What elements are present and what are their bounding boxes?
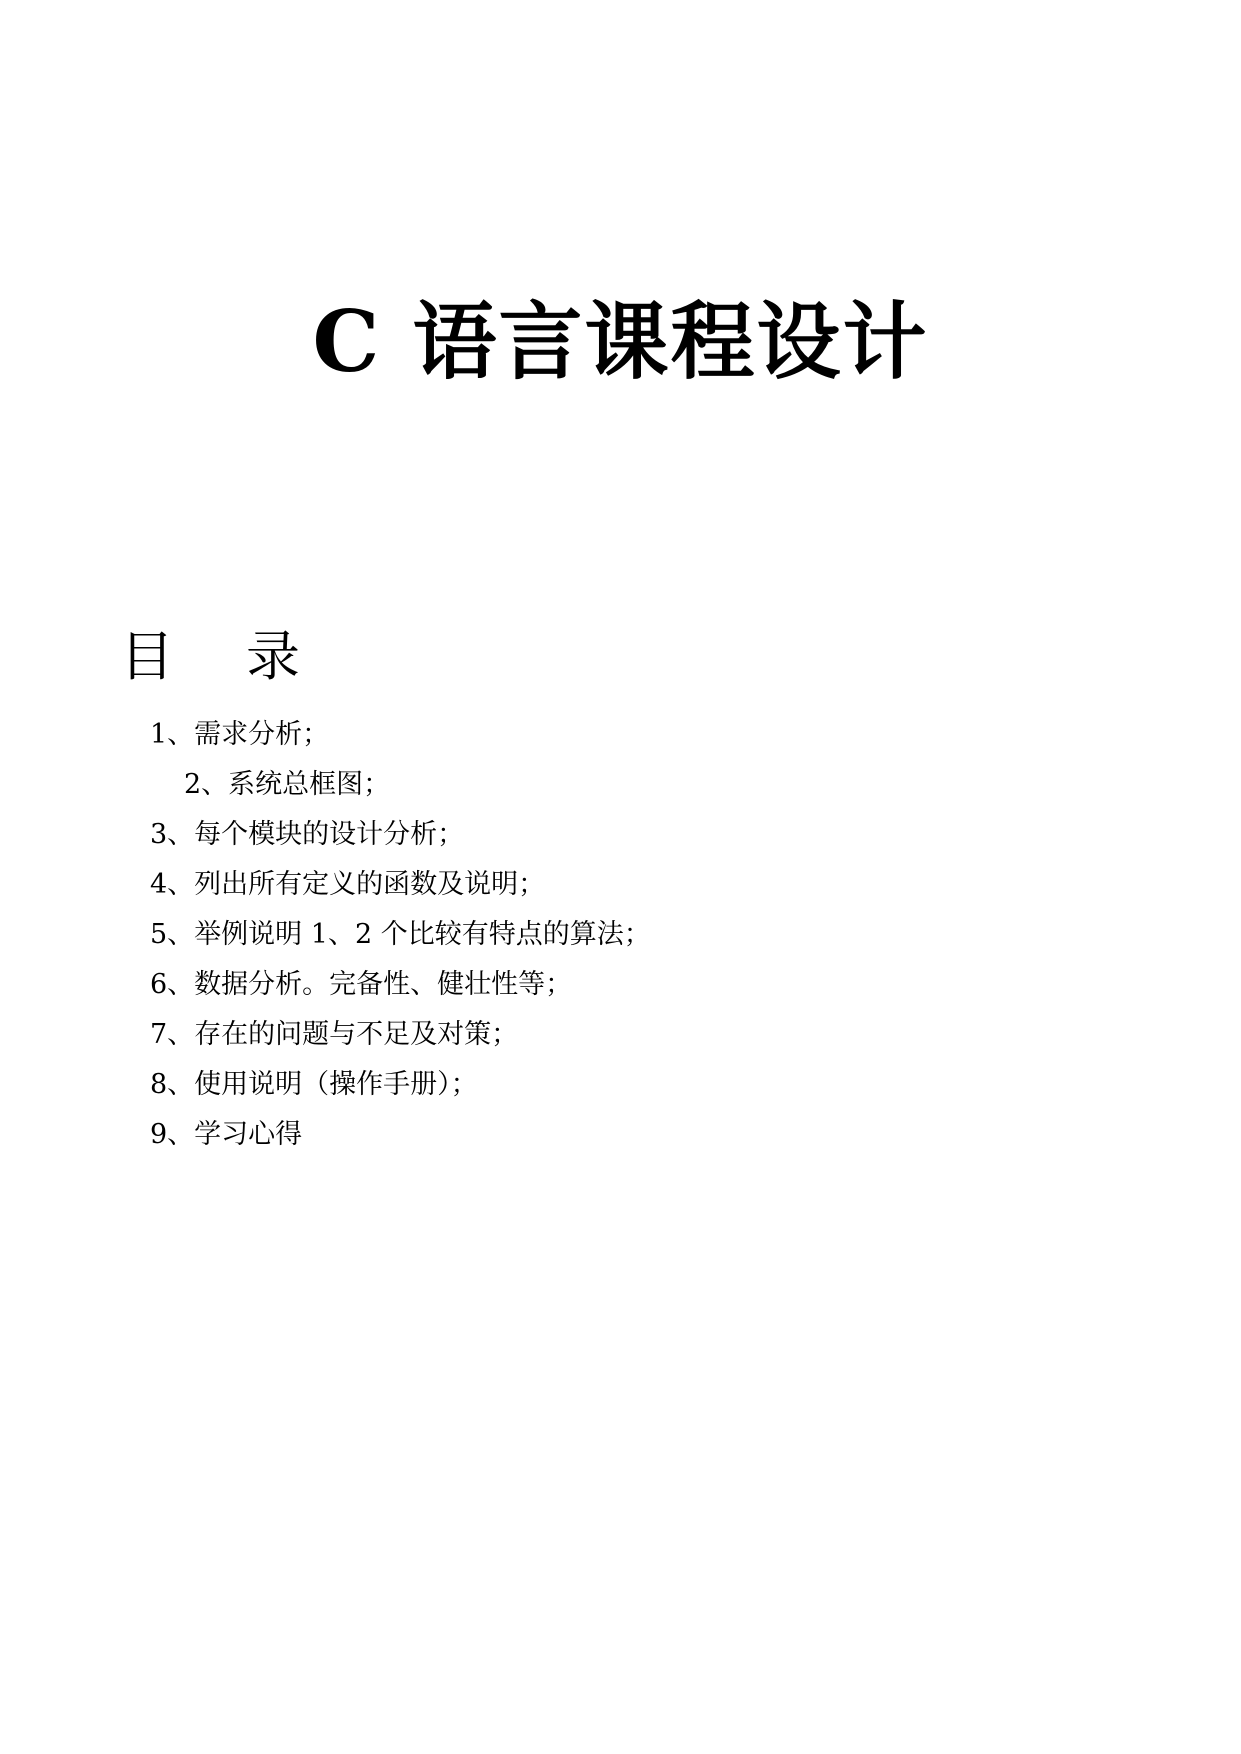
toc-item: 3、每个模块的设计分析； [150,819,465,850]
toc-heading-char-1: 目 [120,625,174,688]
toc-heading [120,625,300,688]
toc-item: 4、列出所有定义的函数及说明； [150,869,546,900]
toc-item: 2、系统总框图； [184,769,391,800]
toc-item: 8、使用说明（操作手册）； [150,1069,478,1100]
toc-item: 5、举例说明 1、2 个比较有特点的算法； [150,919,651,950]
document-title: C 语言课程设计 [312,292,929,391]
toc-item: 7、存在的问题与不足及对策； [150,1019,519,1050]
toc-heading-char-2: 录 [246,625,300,688]
toc-item: 1、需求分析； [150,719,330,750]
toc-item: 9、学习心得 [150,1119,303,1150]
toc-list [150,710,651,1160]
toc-item: 6、数据分析。完备性、健壮性等； [150,969,573,1000]
